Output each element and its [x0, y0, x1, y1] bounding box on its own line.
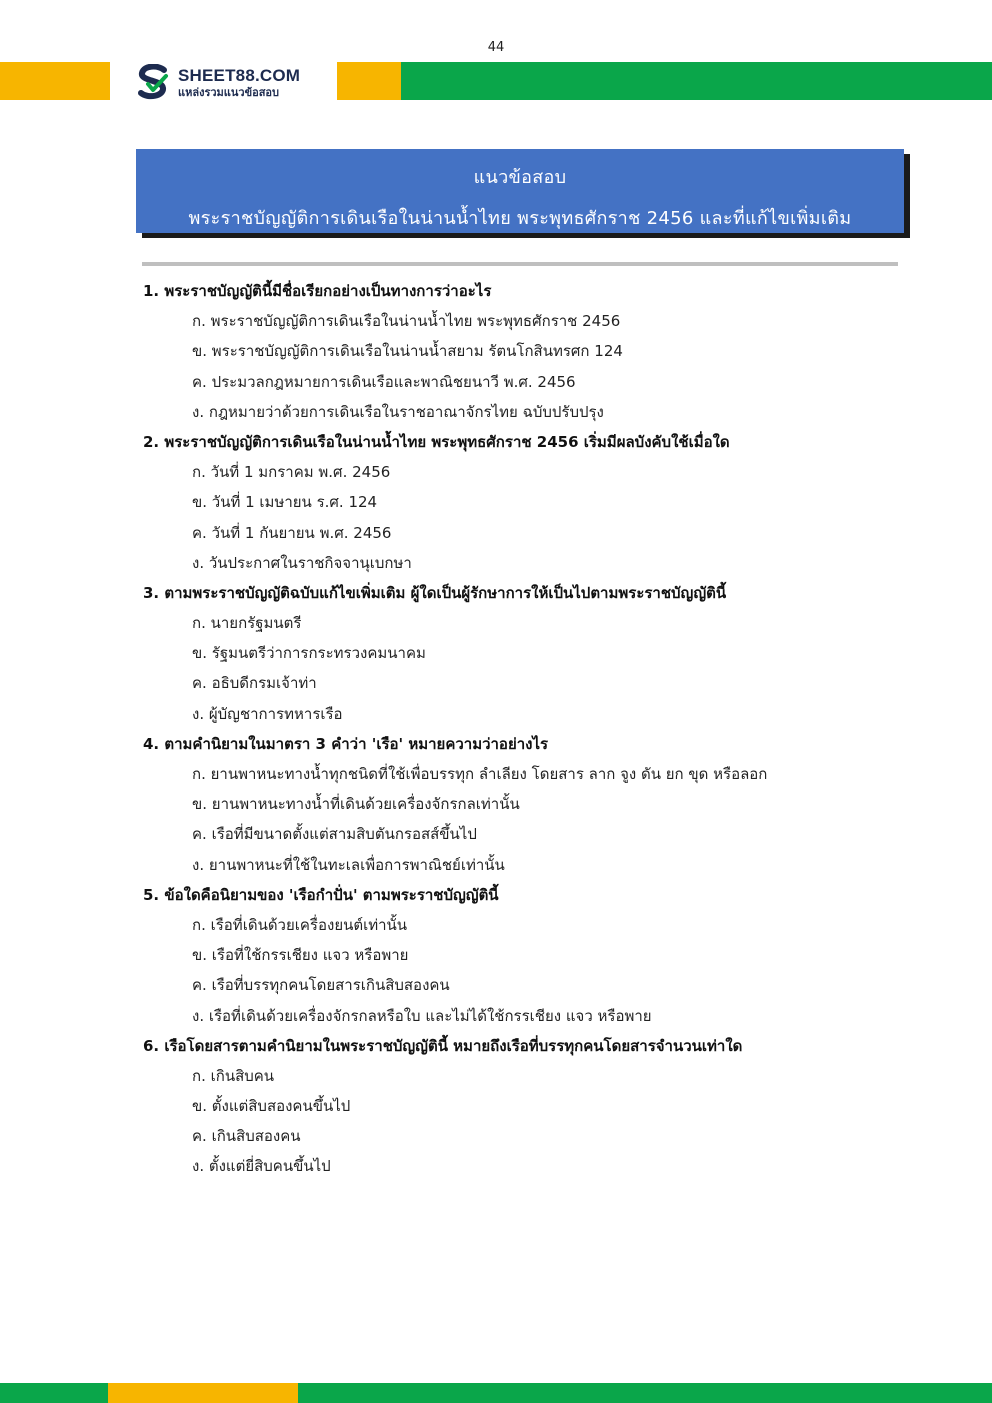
- page-number: 44: [487, 40, 505, 55]
- answer-choice: ข. พระราชบัญญัติการเดินเรือในน่านน้ำสยาม รัตนโกสินทรศก 124: [192, 342, 623, 361]
- question-text: 2. พระราชบัญญัติการเดินเรือในน่านน้ำไทย พระพุทธศักราช 2456 เริ่มมีผลบังคับใช้เมื่อใด: [143, 432, 730, 451]
- answer-choice: ค. เกินสิบสองคน: [192, 1127, 301, 1146]
- question-text: 4. ตามคำนิยามในมาตรา 3 คำว่า 'เรือ' หมายความว่าอย่างไร: [143, 734, 549, 753]
- site-logo: [136, 62, 300, 102]
- answer-choice: ก. นายกรัฐมนตรี: [192, 614, 302, 633]
- question-list: [143, 276, 943, 1182]
- title-banner: [136, 149, 904, 233]
- question-text: 3. ตามพระราชบัญญัติฉบับแก้ไขเพิ่มเติม ผู้ใดเป็นผู้รักษาการให้เป็นไปตามพระราชบัญญัตินี้: [143, 583, 727, 602]
- section-divider: [142, 262, 898, 266]
- answer-choice: ก. เรือที่เดินด้วยเครื่องยนต์เท่านั้น: [192, 915, 408, 934]
- header-bar-yellow-right: [337, 62, 401, 100]
- answer-choice: ค. วันที่ 1 กันยายน พ.ศ. 2456: [192, 523, 392, 542]
- logo-title: SHEET88.COM: [178, 65, 301, 85]
- question-text: 1. พระราชบัญญัตินี้มีชื่อเรียกอย่างเป็นทางการว่าอะไร: [143, 282, 492, 300]
- answer-choice: ข. ยานพาหนะทางน้ำที่เดินด้วยเครื่องจักรกลเท่านั้น: [192, 795, 520, 814]
- answer-choice: ข. เรือที่ใช้กรรเชียง แจว หรือพาย: [192, 946, 409, 965]
- question-text: 6. เรือโดยสารตามคำนิยามในพระราชบัญญัตินี้ หมายถึงเรือที่บรรทุกคนโดยสารจำนวนเท่าใด: [143, 1036, 743, 1055]
- answer-choice: ค. เรือที่บรรทุกคนโดยสารเกินสิบสองคน: [192, 976, 450, 995]
- answer-choice: ค. ประมวลกฎหมายการเดินเรือและพาณิชยนาวี พ.ศ. 2456: [192, 372, 576, 391]
- answer-choice: ง. ยานพาหนะที่ใช้ในทะเลเพื่อการพาณิชย์เท่านั้น: [192, 855, 505, 874]
- footer-bar-yellow: [108, 1383, 298, 1403]
- question-text: 5. ข้อใดคือนิยามของ 'เรือกำปั่น' ตามพระราชบัญญัตินี้: [143, 885, 499, 904]
- logo-subtitle: แหล่งรวมแนวข้อสอบ: [178, 85, 280, 99]
- answer-choice: ค. อธิบดีกรมเจ้าท่า: [192, 674, 317, 693]
- logo-s-icon: [136, 64, 170, 100]
- answer-choice: ข. วันที่ 1 เมษายน ร.ศ. 124: [192, 493, 378, 512]
- answer-choice: ก. พระราชบัญญัติการเดินเรือในน่านน้ำไทย พระพุทธศักราช 2456: [192, 312, 621, 331]
- banner-title: แนวข้อสอบ: [473, 167, 567, 188]
- answer-choice: ข. ตั้งแต่สิบสองคนขึ้นไป: [192, 1097, 351, 1116]
- answer-choice: ง. เรือที่เดินด้วยเครื่องจักรกลหรือใบ และไม่ได้ใช้กรรเชียง แจว หรือพาย: [192, 1006, 652, 1025]
- answer-choice: ก. วันที่ 1 มกราคม พ.ศ. 2456: [192, 463, 391, 482]
- answer-choice: ง. ตั้งแต่ยี่สิบคนขึ้นไป: [192, 1157, 331, 1176]
- answer-choice: ก. ยานพาหนะทางน้ำทุกชนิดที่ใช้เพื่อบรรทุก ลำเลียง โดยสาร ลาก จูง ดัน ยก ขุด หรือลอก: [192, 765, 768, 783]
- banner-subtitle: พระราชบัญญัติการเดินเรือในน่านน้ำไทย พระพุทธศักราช 2456 และที่แก้ไขเพิ่มเติม: [188, 208, 852, 229]
- answer-choice: ง. วันประกาศในราชกิจจานุเบกษา: [192, 553, 412, 572]
- header-bar-yellow-left: [0, 62, 110, 100]
- answer-choice: ง. กฎหมายว่าด้วยการเดินเรือในราชอาณาจักรไทย ฉบับปรับปรุง: [192, 402, 604, 421]
- answer-choice: ค. เรือที่มีขนาดตั้งแต่สามสิบตันกรอสส์ขึ้นไป: [192, 825, 477, 844]
- answer-choice: ข. รัฐมนตรีว่าการกระทรวงคมนาคม: [192, 644, 426, 663]
- answer-choice: ก. เกินสิบคน: [192, 1066, 275, 1085]
- header-bar-green: [401, 62, 992, 100]
- answer-choice: ง. ผู้บัญชาการทหารเรือ: [192, 704, 343, 723]
